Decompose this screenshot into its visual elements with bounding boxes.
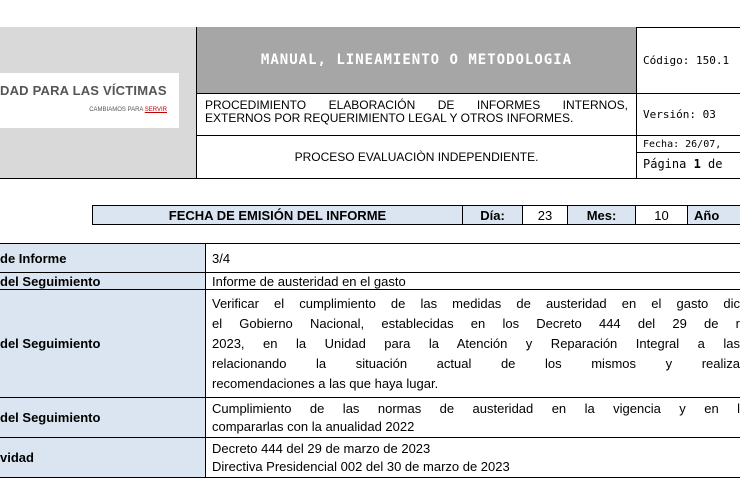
year-label: Año	[687, 205, 740, 225]
page-of-label: de	[700, 157, 723, 171]
slogan-text: CAMBIAMOS PARA	[89, 107, 145, 113]
row-value-regulations	[206, 438, 740, 478]
objective-line: el Gobierno Nacional, establecidas en los Decreto 444 del 29 de r	[212, 316, 740, 331]
regulation-line: Decreto 444 del 29 de marzo de 2023	[212, 441, 431, 456]
procedure-line-2: EXTERNOS POR REQUERIMIENTO LEGAL Y OTROS INFORMES.	[205, 111, 574, 125]
objective-line: recomendaciones a las que haya lugar.	[212, 376, 439, 391]
slogan-emphasis: SERVIR	[144, 107, 167, 113]
row-label-report-number: de Informe	[0, 244, 206, 273]
document-date: Fecha: 26/07,	[637, 136, 740, 153]
document-code: Código: 150.1	[637, 27, 740, 94]
scope-line: Cumplimiento de las normas de austeridad en la vigencia y en l	[212, 401, 740, 416]
process-name: PROCESO EVALUACIÒN INDEPENDIENTE.	[197, 136, 637, 178]
row-label-follow-up-name: del Seguimiento	[0, 273, 206, 290]
page-number	[637, 153, 740, 178]
objective-line: 2023, en la Unidad para la Atención y Reparación Integral a las	[212, 336, 740, 351]
organization-slogan	[0, 107, 167, 113]
row-value-follow-up-objective	[206, 290, 740, 398]
day-value: 23	[522, 205, 567, 225]
month-value: 10	[635, 205, 687, 225]
page-current: 1	[693, 157, 701, 171]
procedure-name	[197, 94, 637, 136]
row-label-follow-up-objective: del Seguimiento	[0, 290, 206, 398]
emission-date-label: FECHA DE EMISIÓN DEL INFORME	[92, 205, 462, 225]
document-version: Versión: 03	[637, 94, 740, 136]
objective-line: Verificar el cumplimiento de las medidas de austeridad en el gasto dic	[212, 296, 740, 311]
day-label: Día:	[462, 205, 522, 225]
row-value-follow-up-name: Informe de austeridad en el gasto	[206, 273, 740, 290]
procedure-line-1: PROCEDIMIENTO ELABORACIÓN DE INFORMES INTERNOS,	[205, 98, 628, 112]
objective-line: relacionando la situación actual de los mismos y realiza	[212, 356, 740, 371]
organization-name: DAD PARA LAS VÍCTIMAS	[0, 83, 167, 98]
document-title: MANUAL, LINEAMIENTO O METODOLOGIA	[197, 27, 637, 94]
scope-line: compararlas con la anualidad 2022	[212, 419, 415, 434]
page-label: Página	[643, 157, 694, 171]
row-value-follow-up-scope	[206, 398, 740, 438]
row-label-regulations: vidad	[0, 438, 206, 478]
logo	[0, 73, 179, 128]
row-label-follow-up-scope: del Seguimiento	[0, 398, 206, 438]
row-value-report-number: 3/4	[206, 244, 740, 273]
regulation-line: Directiva Presidencial 002 del 30 de marzo de 2023	[212, 459, 510, 474]
month-label: Mes:	[567, 205, 635, 225]
